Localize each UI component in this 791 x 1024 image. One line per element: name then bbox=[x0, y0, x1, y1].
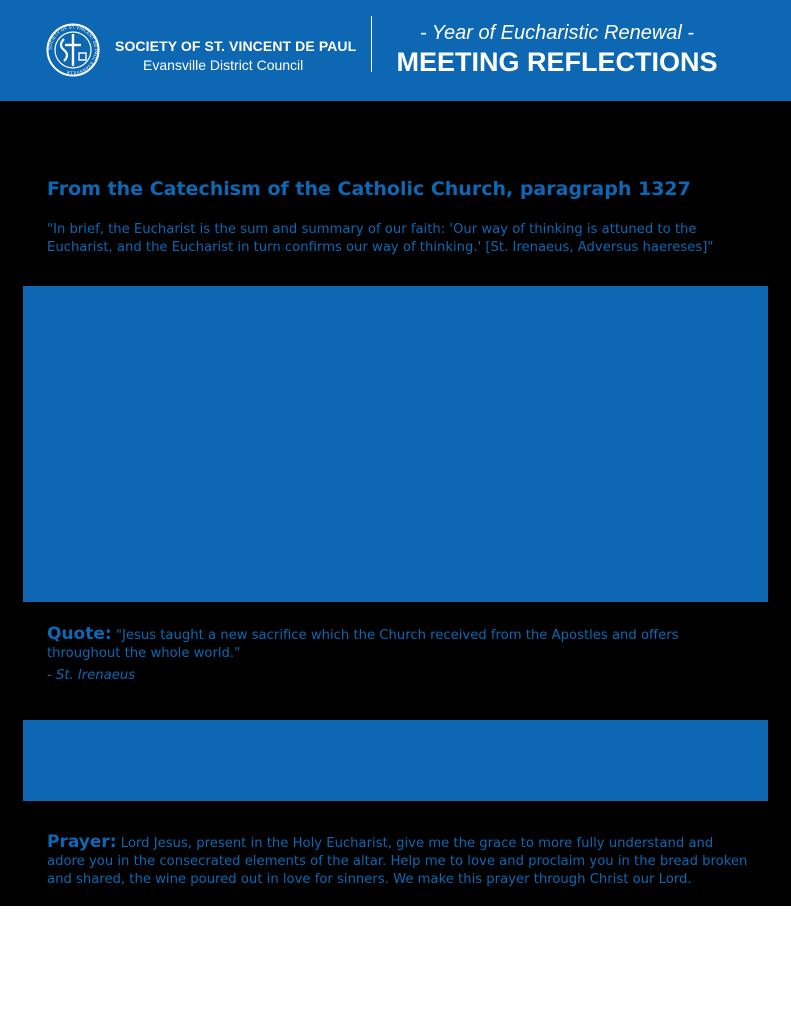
org-name: SOCIETY OF ST. VINCENT DE PAUL bbox=[115, 38, 357, 54]
content-block-1 bbox=[23, 286, 768, 602]
page-header bbox=[0, 0, 791, 101]
quote-text: "Jesus taught a new sacrifice which the Church received from the Apostles and offers throughout the whole world." bbox=[47, 628, 679, 661]
prayer-label: Prayer: bbox=[47, 832, 117, 852]
prayer-section bbox=[47, 833, 752, 889]
org-subtitle: Evansville District Council bbox=[143, 57, 304, 73]
logo-ring-text: SOCIETY OF ST VINCENT DE PAUL EVANSVILLE bbox=[47, 24, 99, 76]
catechism-title: From the Catechism of the Catholic Church, paragraph 1327 bbox=[47, 178, 691, 200]
quote-author: - St. Irenaeus bbox=[47, 668, 136, 683]
svdp-seal-icon bbox=[46, 23, 100, 77]
header-kicker: - Year of Eucharistic Renewal - bbox=[419, 22, 695, 44]
quote-section bbox=[47, 625, 747, 663]
catechism-text: "In brief, the Eucharist is the sum and summary of our faith: 'Our way of thinking is attuned to the Eucharist, and the Eucharist in turn confirms our way of thinking.' [St. Irenaeus, Adversus haereses]" bbox=[47, 222, 714, 255]
page-title: MEETING REFLECTIONS bbox=[396, 47, 718, 77]
prayer-text: Lord Jesus, present in the Holy Eucharist, give me the grace to more fully understand and adore you in the consecrated elements of the altar. Help me to love and proclaim you in the bread broken and shared, the wine poured out in love for sinners. We make this prayer through Christ our Lord. bbox=[47, 836, 748, 887]
quote-label: Quote: bbox=[47, 624, 112, 644]
content-block-2 bbox=[23, 720, 768, 801]
